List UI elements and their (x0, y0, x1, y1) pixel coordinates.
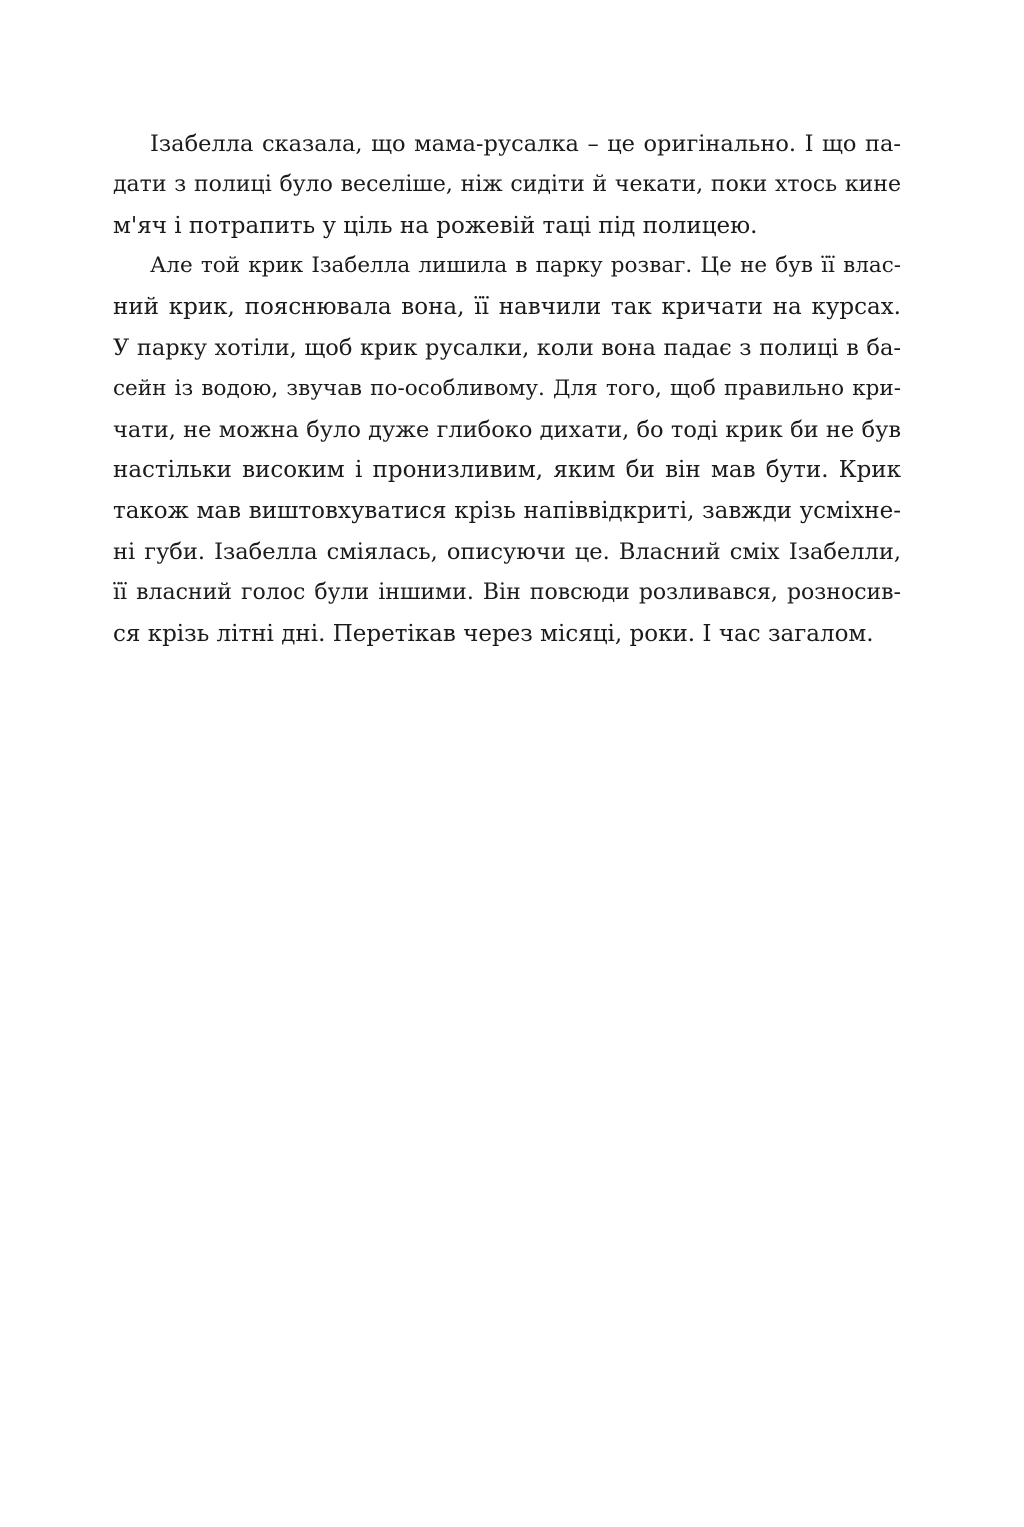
text-line: також мав виштовхуватися крізь напіввідкриті, завжди усміхне- (113, 498, 901, 525)
text-line: дати з полиці було веселіше, ніж сидіти й чекати, поки хтось кине (113, 171, 901, 197)
text-line: У парку хотіли, щоб крик русалки, коли вона падає з полиці в ба- (113, 334, 901, 361)
text-line: ся крізь літні дні. Перетікав через місяці, роки. І час загалом. (113, 620, 874, 647)
text-line: м'яч і потрапить у ціль на рожевій таці під полицею. (113, 212, 758, 239)
text-line: Ізабелла сказала, що мама-русалка – це оригінально. І що па- (150, 131, 901, 157)
body-text (113, 124, 901, 654)
text-line: її власний голос були іншими. Він повсюди розливався, розносив- (113, 579, 901, 605)
text-line: Але той крик Ізабелла лишила в парку розваг. Це не був її влас- (150, 253, 901, 279)
text-line: ні губи. Ізабелла сміялась, описуючи це. Власний сміх Ізабелли, (113, 538, 901, 565)
text-line: сейн із водою, звучав по-особливому. Для того, щоб правильно кри- (113, 375, 901, 401)
text-line: настільки високим і пронизливим, яким би він мав бути. Крик (113, 457, 901, 484)
text-line: чати, не можна було дуже глибоко дихати, бо тоді крик би не був (113, 416, 901, 443)
text-line: ний крик, пояснювала вона, її навчили так кричати на курсах. (113, 294, 901, 321)
paragraph-1 (113, 124, 901, 246)
paragraph-2 (113, 246, 901, 654)
